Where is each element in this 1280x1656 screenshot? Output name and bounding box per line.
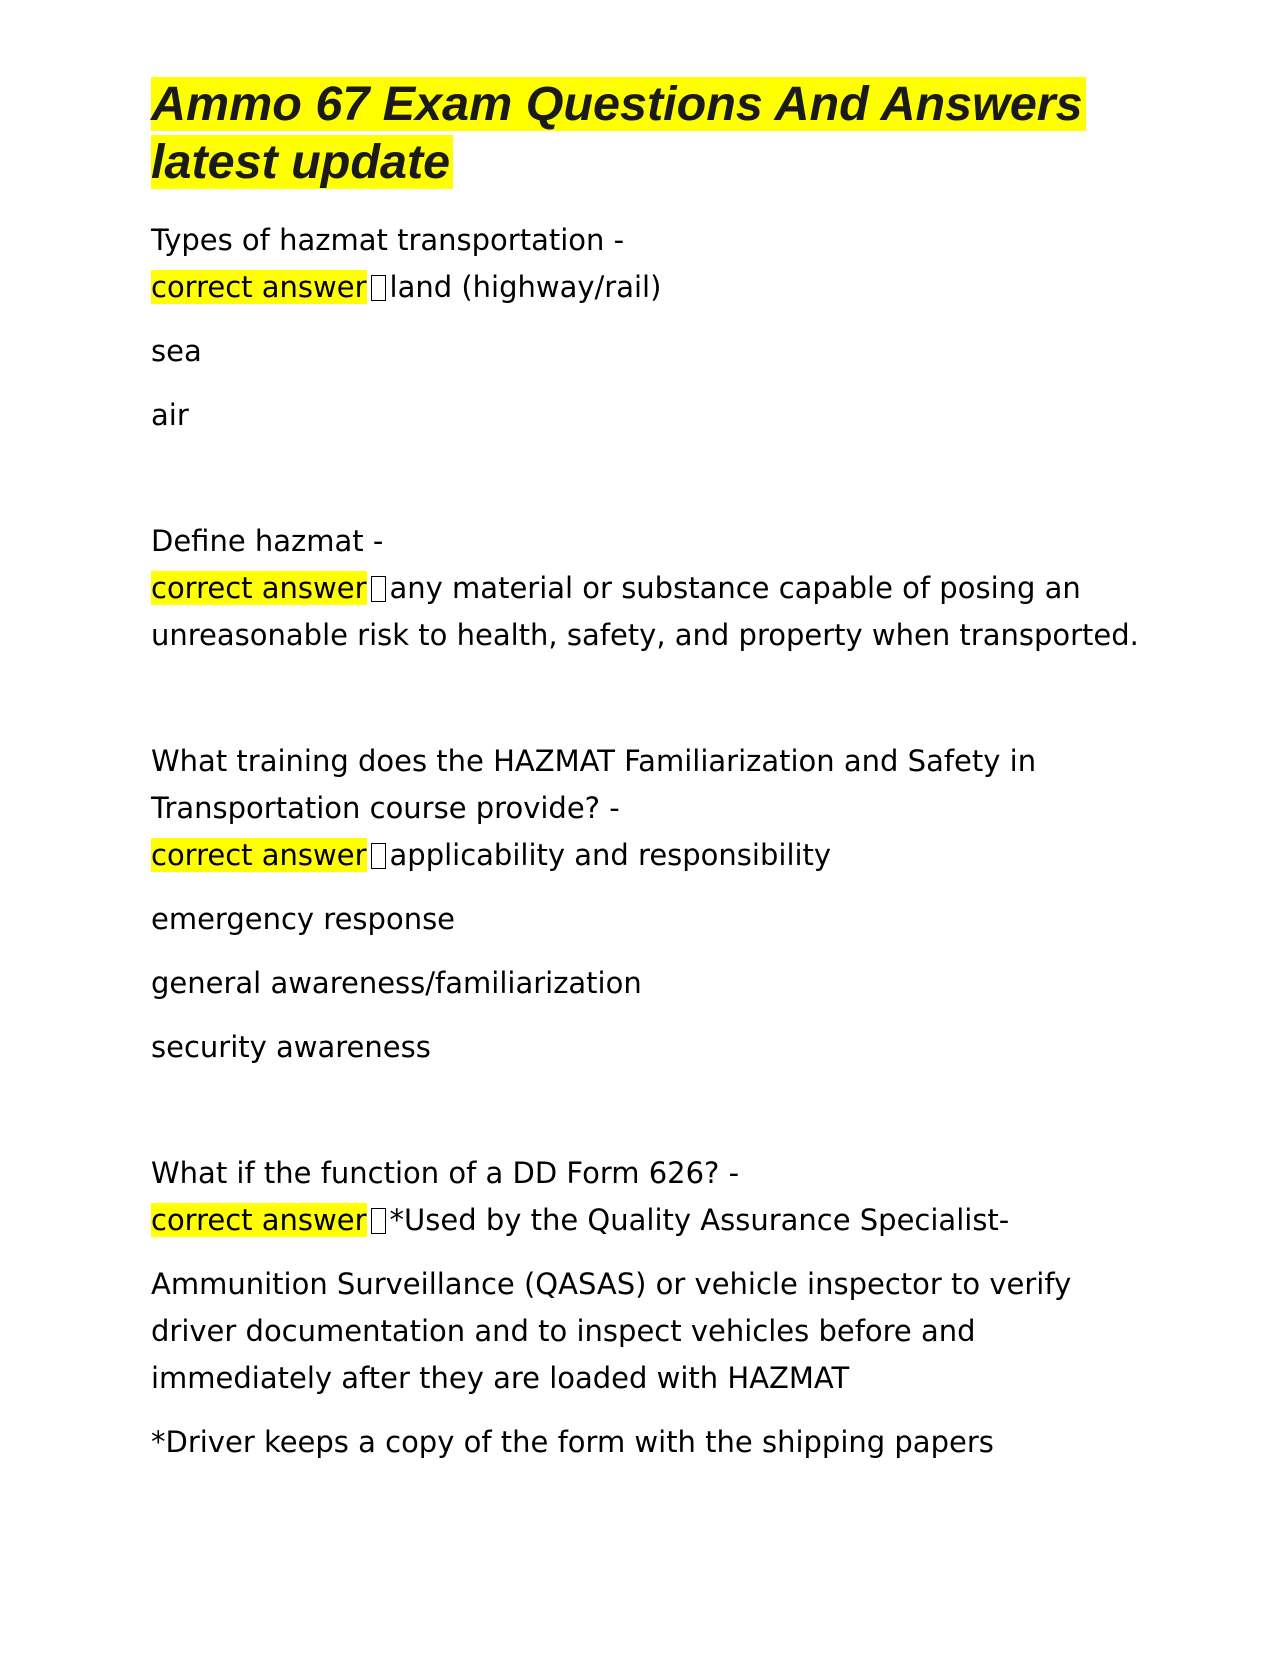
correct-answer-label: correct answer [151,270,367,304]
answer-line [151,1197,1151,1244]
answer-line [151,565,1151,612]
answer-item: emergency response [151,902,456,936]
answer-text: land (highway/rail) [389,270,662,304]
correct-answer-label: correct answer [151,1203,367,1237]
checkbox-glyph-icon [371,843,386,869]
answer-text-continued: immediately after they are loaded with HAZMAT [151,1361,850,1395]
title-line-2: latest update [151,135,453,189]
qa-block-2 [151,518,1151,659]
correct-answer-label: correct answer [151,571,367,605]
question-text: Types of hazmat transportation - [151,223,625,257]
question-text: Define hazmat - [151,524,384,558]
answer-item: general awareness/familiarization [151,966,642,1000]
question-text: What training does the HAZMAT Familiarization and Safety in [151,744,1037,778]
answer-line [151,264,1151,311]
checkbox-glyph-icon [371,1208,386,1234]
answer-text-continued: driver documentation and to inspect vehicles before and [151,1314,976,1348]
answer-line [151,832,1151,879]
answer-item: air [151,398,189,432]
qa-block-4 [151,1150,1151,1466]
qa-block-3 [151,738,1151,1071]
checkbox-glyph-icon [371,576,386,602]
qa-block-1 [151,217,1151,439]
answer-item: security awareness [151,1030,431,1064]
answer-text: *Used by the Quality Assurance Specialist- [389,1203,1010,1237]
answer-text: applicability and responsibility [389,838,832,872]
checkbox-glyph-icon [371,275,386,301]
document-page [151,75,1151,1466]
question-text: What if the function of a DD Form 626? - [151,1156,740,1190]
question-text: Transportation course provide? - [151,791,620,825]
answer-text-continued: unreasonable risk to health, safety, and property when transported. [151,618,1139,652]
title-line-1: Ammo 67 Exam Questions And Answers [151,77,1086,131]
document-title [151,75,1151,191]
answer-text-continued: Ammunition Surveillance (QASAS) or vehicle inspector to verify [151,1267,1072,1301]
correct-answer-label: correct answer [151,838,367,872]
answer-note: *Driver keeps a copy of the form with the shipping papers [151,1425,994,1459]
answer-text: any material or substance capable of posing an [389,571,1081,605]
answer-item: sea [151,334,202,368]
